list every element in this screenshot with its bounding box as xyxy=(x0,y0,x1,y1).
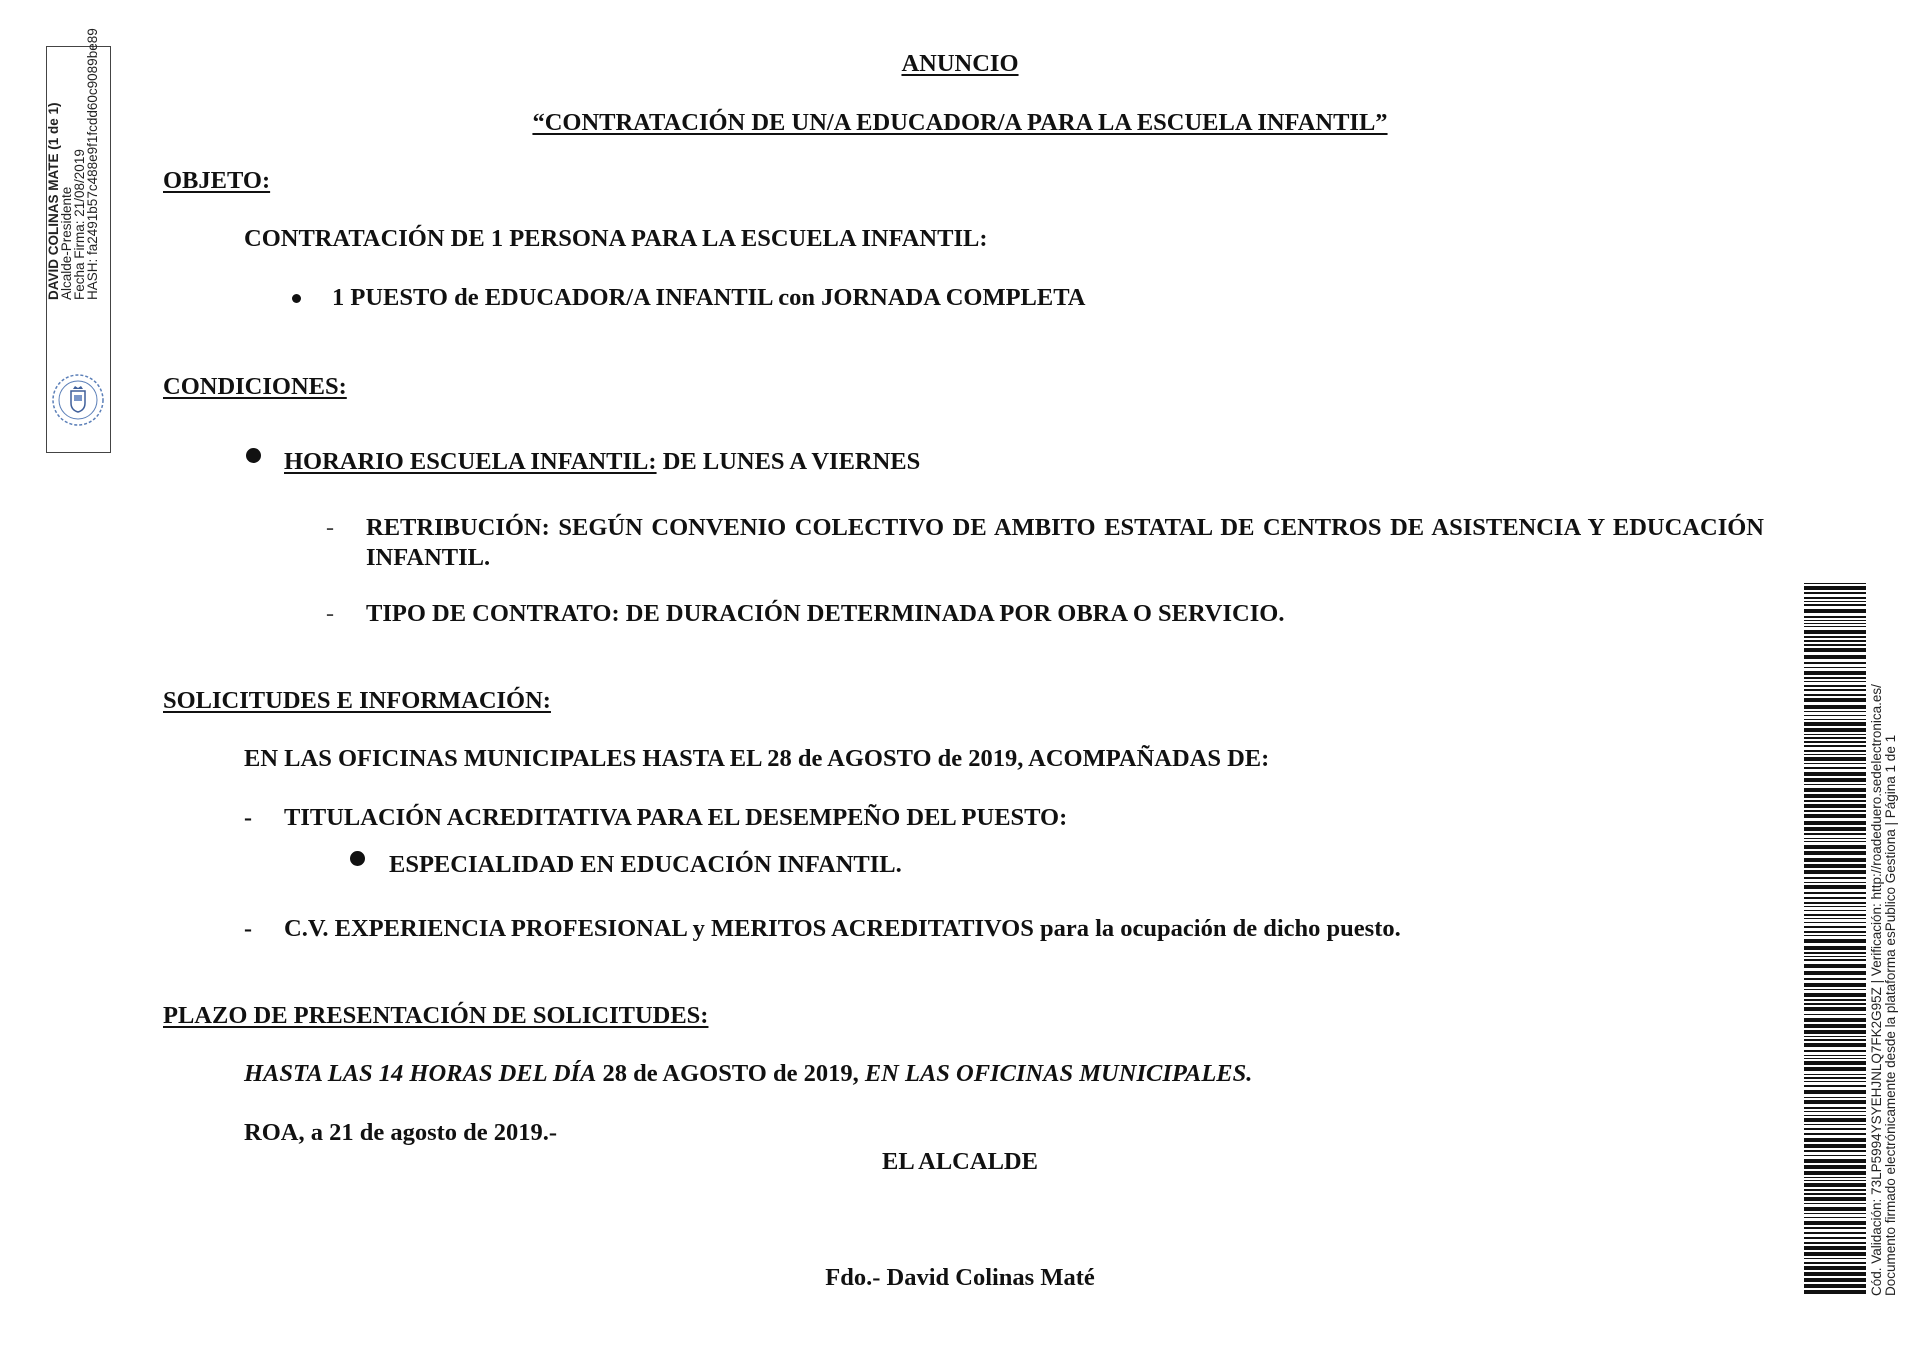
signer-name: Fdo.- David Colinas Maté xyxy=(825,1264,1095,1291)
titulacion-text: TITULACIÓN ACREDITATIVA PARA EL DESEMPEÑO DEL PUESTO: xyxy=(284,804,1068,831)
horario-label: HORARIO ESCUELA INFANTIL: xyxy=(284,448,657,475)
retribucion-text: RETRIBUCIÓN: SEGÚN CONVENIO COLECTIVO DE AMBITO ESTATAL DE CENTROS DE ASISTENCIA Y EDUCACIÓN INFANTIL. xyxy=(366,514,1764,571)
solicitudes-heading: SOLICITUDES E INFORMACIÓN: xyxy=(163,687,551,714)
bullet-icon xyxy=(292,294,301,303)
announcement-title: ANUNCIO xyxy=(901,50,1019,77)
cv-text: C.V. EXPERIENCIA PROFESIONAL y MERITOS ACREDITATIVOS para la ocupación de dicho puesto. xyxy=(284,915,1401,942)
plazo-heading: PLAZO DE PRESENTACIÓN DE SOLICITUDES: xyxy=(163,1002,709,1029)
announcement-subtitle: “CONTRATACIÓN DE UN/A EDUCADOR/A PARA LA ESCUELA INFANTIL” xyxy=(532,109,1388,136)
signer-role: EL ALCALDE xyxy=(882,1148,1038,1175)
objeto-heading: OBJETO: xyxy=(163,167,271,194)
place-date: ROA, a 21 de agosto de 2019.- xyxy=(244,1119,558,1146)
barcode-icon xyxy=(1804,583,1866,1297)
plazo-plain: 28 de AGOSTO de 2019, xyxy=(596,1060,865,1087)
especialidad-text: ESPECIALIDAD EN EDUCACIÓN INFANTIL. xyxy=(389,851,902,878)
dash-marker: - xyxy=(244,805,252,831)
condiciones-heading: CONDICIONES: xyxy=(163,373,347,400)
municipal-seal-icon xyxy=(50,372,106,428)
plazo-text xyxy=(244,1059,1252,1089)
plazo-italic-2: EN LAS OFICINAS MUNICIPALES. xyxy=(864,1060,1253,1087)
horario-line xyxy=(284,447,920,477)
validation-code-line: Cód. Validación: 73LP5994YSYEHJNLQ7FK2G95Z | Verificación: http://roadeduero.sedelectronica.es/ xyxy=(1869,684,1884,1296)
dash-marker: - xyxy=(244,916,252,942)
dash-marker: - xyxy=(326,515,334,541)
objeto-bullet-text: 1 PUESTO de EDUCADOR/A INFANTIL con JORNADA COMPLETA xyxy=(332,284,1086,311)
bullet-icon xyxy=(246,448,261,463)
stamp-signer-name: DAVID COLINAS MATE (1 de 1) xyxy=(46,102,61,300)
validation-text xyxy=(1870,576,1898,1296)
solicitudes-intro: EN LAS OFICINAS MUNICIPALES HASTA EL 28 de AGOSTO de 2019, ACOMPAÑADAS DE: xyxy=(244,745,1270,772)
validation-platform-line: Documento firmado electrónicamente desde la plataforma esPublico Gestiona | Página 1 de 1 xyxy=(1883,734,1898,1296)
stamp-signer-role: Alcalde-Presidente xyxy=(59,186,74,300)
objeto-line: CONTRATACIÓN DE 1 PERSONA PARA LA ESCUELA INFANTIL: xyxy=(244,225,988,252)
stamp-signature-date: Fecha Firma: 21/08/2019 xyxy=(72,149,87,300)
dash-marker: - xyxy=(326,601,334,627)
plazo-italic-1: HASTA LAS 14 HORAS DEL DÍA xyxy=(244,1060,597,1087)
tipo-contrato-text: TIPO DE CONTRATO: DE DURACIÓN DETERMINADA POR OBRA O SERVICIO. xyxy=(366,600,1285,627)
signature-stamp-text xyxy=(47,10,111,300)
horario-value: DE LUNES A VIERNES xyxy=(656,448,921,475)
bullet-icon xyxy=(350,851,365,866)
stamp-hash: HASH: fa2491b57c488e9f1fcdd60c9089be89 xyxy=(85,28,100,300)
